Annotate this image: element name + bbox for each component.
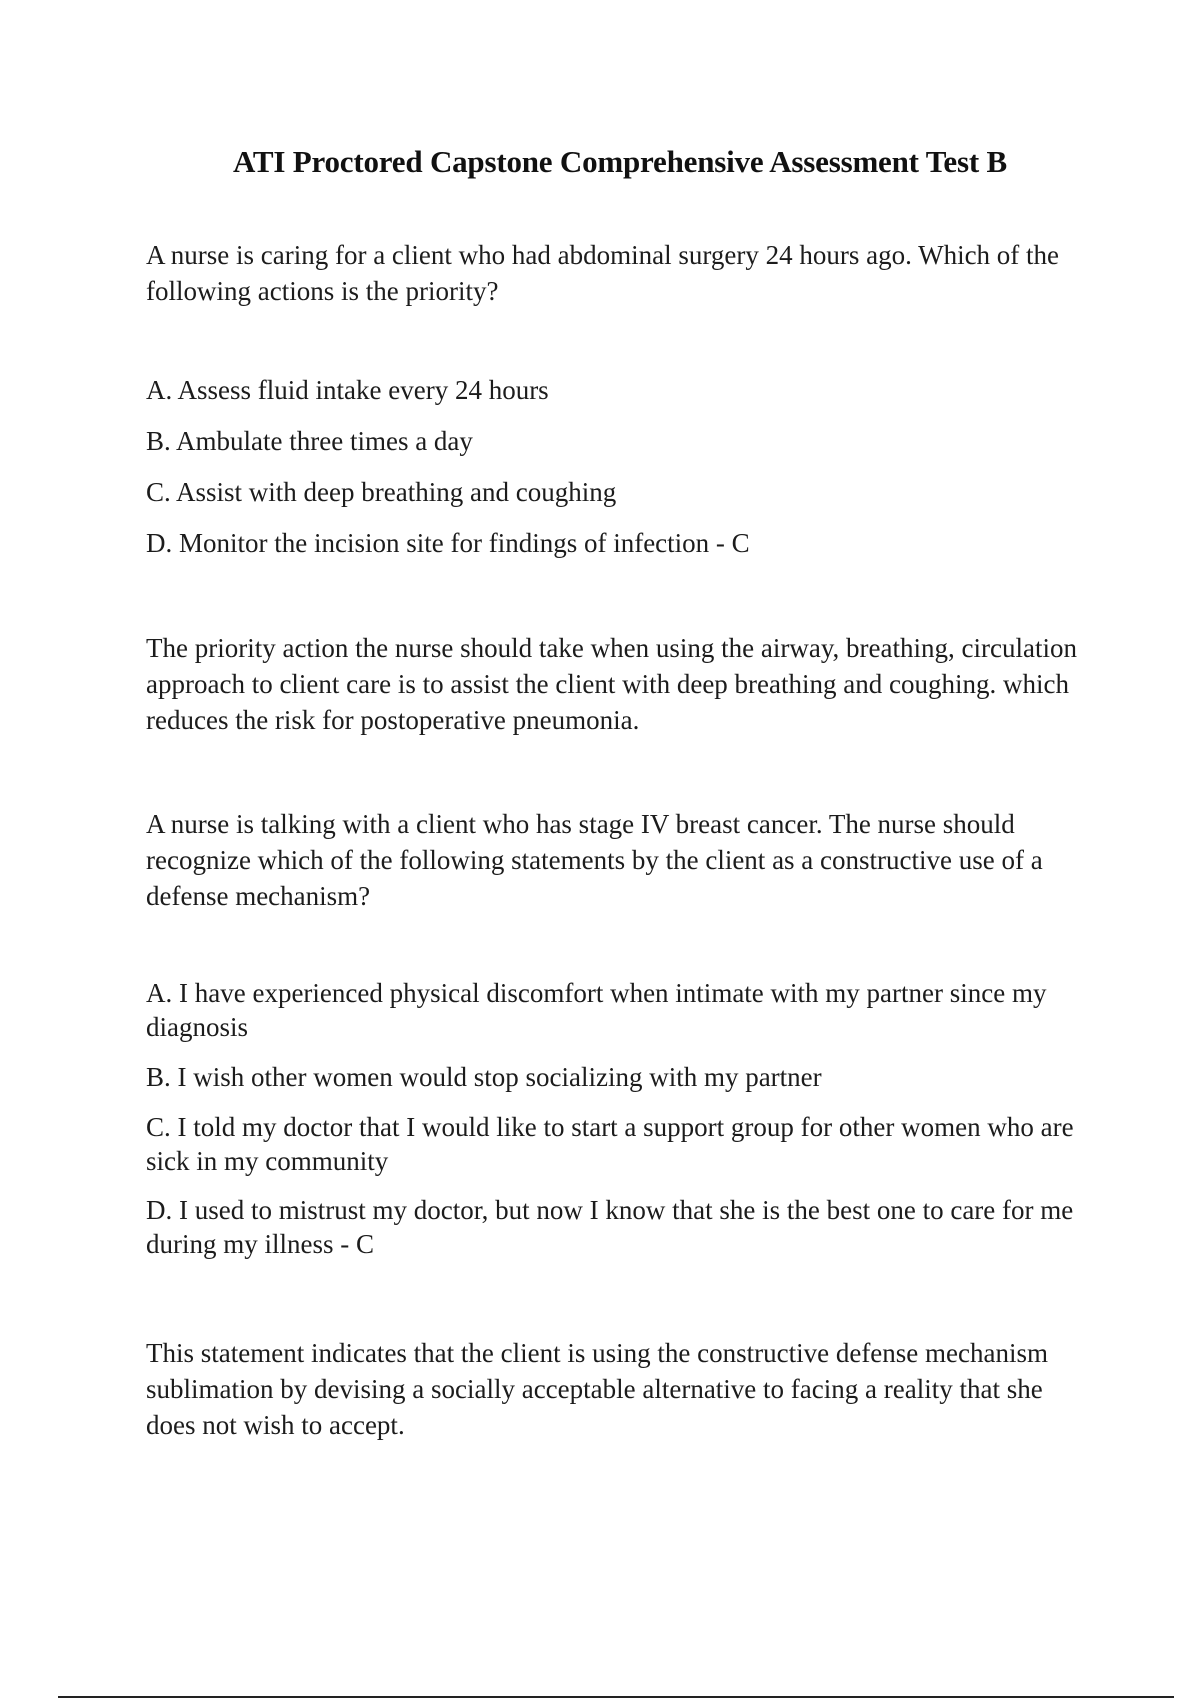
question-2-stem: A nurse is talking with a client who has stage IV breast cancer. The nurse should recognize which of the following statements by the client as a constructive use of a defense mechanism? — [146, 809, 1043, 911]
document-title: ATI Proctored Capstone Comprehensive Assessment Test B — [233, 144, 1007, 179]
question-1-option-b: B. Ambulate three times a day — [146, 426, 473, 456]
question-2-options — [146, 976, 1096, 1276]
question-1-option-a: A. Assess fluid intake every 24 hours — [146, 375, 549, 405]
question-2-option-b: B. I wish other women would stop socializing with my partner — [146, 1062, 822, 1092]
question-2-option-a: A. I have experienced physical discomfort when intimate with my partner since my diagnosis — [146, 978, 1047, 1042]
question-1-rationale: The priority action the nurse should take when using the airway, breathing, circulation approach to client care is to assist the client with deep breathing and coughing. which reduces the risk for postoperative pneumonia. — [146, 633, 1077, 735]
question-2-option-d: D. I used to mistrust my doctor, but now I know that she is the best one to care for me during my illness - C — [146, 1195, 1074, 1259]
question-1-options — [146, 372, 1096, 576]
footer-divider — [58, 1696, 1174, 1698]
question-1-option-c: C. Assist with deep breathing and coughing — [146, 477, 617, 507]
question-1-option-d: D. Monitor the incision site for findings of infection - C — [146, 528, 750, 558]
question-2-option-c: C. I told my doctor that I would like to start a support group for other women who are sick in my community — [146, 1112, 1074, 1176]
question-2-rationale: This statement indicates that the client is using the constructive defense mechanism sublimation by devising a socially acceptable alternative to facing a reality that she does not wish to accept. — [146, 1338, 1048, 1440]
question-1-stem: A nurse is caring for a client who had abdominal surgery 24 hours ago. Which of the following actions is the priority? — [146, 240, 1060, 306]
